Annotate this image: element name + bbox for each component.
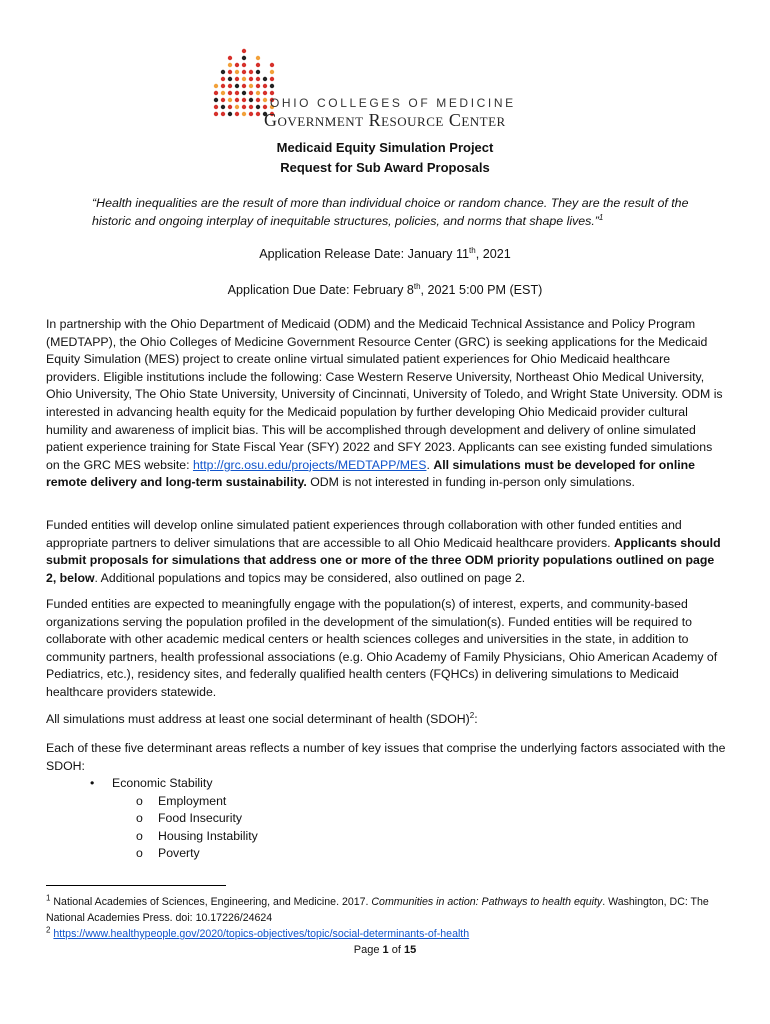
healthypeople-link[interactable]: https://www.healthypeople.gov/2020/topics-objectives/topic/social-determinants-of-health <box>53 928 470 940</box>
footnote-1-title: Communities in action: Pathways to health equity <box>371 896 603 908</box>
logo-dot <box>242 112 246 116</box>
paragraph-partnership <box>46 316 726 492</box>
logo-dot <box>221 105 225 109</box>
para4-text: All simulations must address at least one social determinant of health (SDOH) <box>46 712 470 726</box>
footnote-2-number: 2 <box>46 925 51 935</box>
logo-line2: Government Resource Center <box>264 110 506 130</box>
logo-dot <box>235 63 239 67</box>
para1-text: In partnership with the Ohio Department of Medicaid (ODM) and the Medicaid Technical Assistance and Policy Program (MEDTAPP), the Ohio Colleges of Medicine Government Resource Center (GRC) is seeking applications for the Medicaid Equity Simulation (MES) project to create online virtual simulated patient experiences for Ohio Medicaid healthcare providers. Eligible institutions include the following: Case Western Reserve University, Northeast Ohio Medical University, Ohio University, The Ohio State University, University of Cincinnati, University of Toledo, and Wright State University. ODM is interested in advancing health equity for the Medicaid population by further developing Ohio Medicaid provider cultural humility and awareness of implicit bias. This will be accomplished through development and delivery of online simulated patient experience training for State Fiscal Year (SFY) 2022 and SFY 2023. Applicants can see existing funded simulations on the GRC MES website: <box>46 317 723 472</box>
para1-after-link: . <box>426 457 434 472</box>
logo-dot <box>214 91 218 95</box>
logo-dot <box>221 112 225 116</box>
mes-website-link[interactable]: http://grc.osu.edu/projects/MEDTAPP/MES <box>192 457 427 472</box>
logo-dot <box>242 105 246 109</box>
para1-bold: All simulations must be developed for online remote delivery and long-term sustainability. <box>46 457 695 490</box>
logo-dot <box>228 63 232 67</box>
logo-dot <box>228 70 232 74</box>
page-current: 1 <box>382 944 389 956</box>
due-date-sup: th <box>413 281 421 291</box>
logo-dot <box>242 91 246 95</box>
logo-dot <box>221 84 225 88</box>
logo-dot <box>256 84 260 88</box>
logo-dot <box>249 84 253 88</box>
logo-dot <box>249 112 253 116</box>
page-prefix: Page <box>353 944 383 956</box>
logo-dot <box>242 63 246 67</box>
logo-dot <box>249 70 253 74</box>
logo-dot <box>221 91 225 95</box>
logo-dot <box>256 63 260 67</box>
logo-dot <box>256 77 260 81</box>
paragraph-determinants: Each of these five determinant areas reflects a number of key issues that comprise the underlying factors associated with the SDOH: <box>46 741 726 773</box>
logo-dot <box>270 77 274 81</box>
page-number <box>0 944 770 956</box>
logo-dot <box>270 84 274 88</box>
logo-dot <box>270 70 274 74</box>
logo-dot <box>263 84 267 88</box>
logo-dot <box>228 91 232 95</box>
logo-dot <box>242 70 246 74</box>
sub-bullet-marker: o <box>136 794 143 808</box>
due-date-time: , 2021 5:00 PM (EST) <box>420 283 543 297</box>
due-date <box>0 283 770 297</box>
logo-dot <box>256 91 260 95</box>
epigraph-quote <box>92 194 722 230</box>
logo-dot <box>256 70 260 74</box>
quote-text: “Health inequalities are the result of more than individual choice or random chance. They are the result of the historic and ongoing interplay of inequitable structures, policies, and norms that shape lives.” <box>92 196 689 228</box>
paragraph-sdoh <box>46 711 726 729</box>
footnote-divider <box>46 885 226 886</box>
logo-dot <box>228 77 232 81</box>
logo-dot <box>256 98 260 102</box>
logo-dot <box>249 105 253 109</box>
logo-dot <box>228 112 232 116</box>
logo-dot <box>242 84 246 88</box>
sub-bullet-marker: o <box>136 829 143 843</box>
logo-dot <box>214 105 218 109</box>
logo-dot <box>228 105 232 109</box>
page-total: 15 <box>403 944 417 956</box>
sub-bullet-marker: o <box>136 846 143 860</box>
due-date-text: Application Due Date: February 8 <box>227 283 414 297</box>
logo-dot <box>242 49 246 53</box>
logo-dot <box>235 70 239 74</box>
sub-list-item-label: Poverty <box>158 846 200 860</box>
sub-list-item <box>136 793 226 811</box>
logo-dot <box>214 112 218 116</box>
logo-dot <box>228 84 232 88</box>
logo-dot <box>221 70 225 74</box>
list-item <box>90 775 212 793</box>
sub-list-item-label: Housing Instability <box>158 829 258 843</box>
footnote-1-tail: . Washington, DC: The National Academies Press. doi: 10.17226/24624 <box>46 896 709 924</box>
footnote-1-text: National Academies of Sciences, Engineering, and Medicine. 2017. <box>50 896 372 908</box>
para2-text: Funded entities will develop online simulated patient experiences through collaboration with other funded entities and appropriate partners to deliver simulations that are accessible to all Ohio Medicaid healthcare providers. <box>46 518 682 550</box>
logo-dot <box>256 105 260 109</box>
logo-dot <box>235 112 239 116</box>
logo-dot <box>235 105 239 109</box>
logo-dot <box>214 98 218 102</box>
logo-dot <box>235 84 239 88</box>
paragraph-funded-entities <box>46 517 726 587</box>
grc-logo <box>212 44 572 130</box>
logo-dot <box>270 91 274 95</box>
document-title: Medicaid Equity Simulation Project <box>276 140 494 155</box>
logo-dot <box>242 98 246 102</box>
logo-dot <box>263 91 267 95</box>
release-date <box>0 247 770 261</box>
footnote-2 <box>46 927 726 943</box>
release-date-year: , 2021 <box>475 247 511 261</box>
logo-dot <box>235 91 239 95</box>
para4-tail: : <box>474 712 478 726</box>
logo-dot <box>235 77 239 81</box>
sub-list-item-label: Food Insecurity <box>158 811 243 825</box>
logo-dot <box>249 77 253 81</box>
footnote-ref-1[interactable]: 1 <box>598 212 604 222</box>
list-item-label: Economic Stability <box>112 776 213 790</box>
sub-list-item-label: Employment <box>158 794 227 808</box>
logo-dot <box>228 56 232 60</box>
para2-tail: . Additional populations and topics may be considered, also outlined on page 2. <box>94 570 526 585</box>
sub-bullet-marker: o <box>136 811 143 825</box>
logo-dot <box>256 56 260 60</box>
logo-dot <box>242 77 246 81</box>
logo-dot <box>263 105 267 109</box>
logo-dot <box>270 63 274 67</box>
logo-dot <box>228 98 232 102</box>
logo-dot <box>235 98 239 102</box>
logo-dot <box>249 91 253 95</box>
footnote-ref-2[interactable]: 2 <box>469 710 475 720</box>
logo-dot <box>263 77 267 81</box>
document-subtitle: Request for Sub Award Proposals <box>280 160 490 175</box>
logo-dot <box>263 98 267 102</box>
logo-dot <box>221 77 225 81</box>
logo-dot <box>242 56 246 60</box>
sub-list-item <box>136 810 242 828</box>
bullet-marker: • <box>90 776 95 790</box>
release-date-text: Application Release Date: January 11 <box>259 247 470 261</box>
logo-line1: OHIO COLLEGES OF MEDICINE <box>270 96 516 110</box>
logo-dot <box>249 98 253 102</box>
logo-dot <box>214 84 218 88</box>
logo-dot <box>256 112 260 116</box>
para2-bold: Applicants should submit proposals for simulations that address one or more of the three ODM priority populations outlined on page 2, below <box>46 535 721 585</box>
page-of: of <box>388 944 404 956</box>
para1-tail: ODM is not interested in funding in-person only simulations. <box>306 475 635 490</box>
footnote-1-number: 1 <box>46 893 51 903</box>
sub-list-item <box>136 845 200 863</box>
paragraph-engagement: Funded entities are expected to meaningfully engage with the population(s) of interest, experts, and community-based organizations serving the population profiled in the development of the simulation(s). Funded entities will be required to collaborate with other academic medical centers or health sciences colleges and universities in the state, in addition to community partners, health professional associations (e.g. Ohio Academy of Family Physicians, Ohio American Academy of Pediatrics, etc.), residency sites, and federally qualified health centers (FQHCs) in delivering simulations to Medicaid healthcare providers statewide. <box>46 597 718 699</box>
footnote-1 <box>46 895 726 926</box>
logo-dot <box>221 98 225 102</box>
sub-list-item <box>136 828 258 846</box>
release-date-sup: th <box>469 245 476 255</box>
